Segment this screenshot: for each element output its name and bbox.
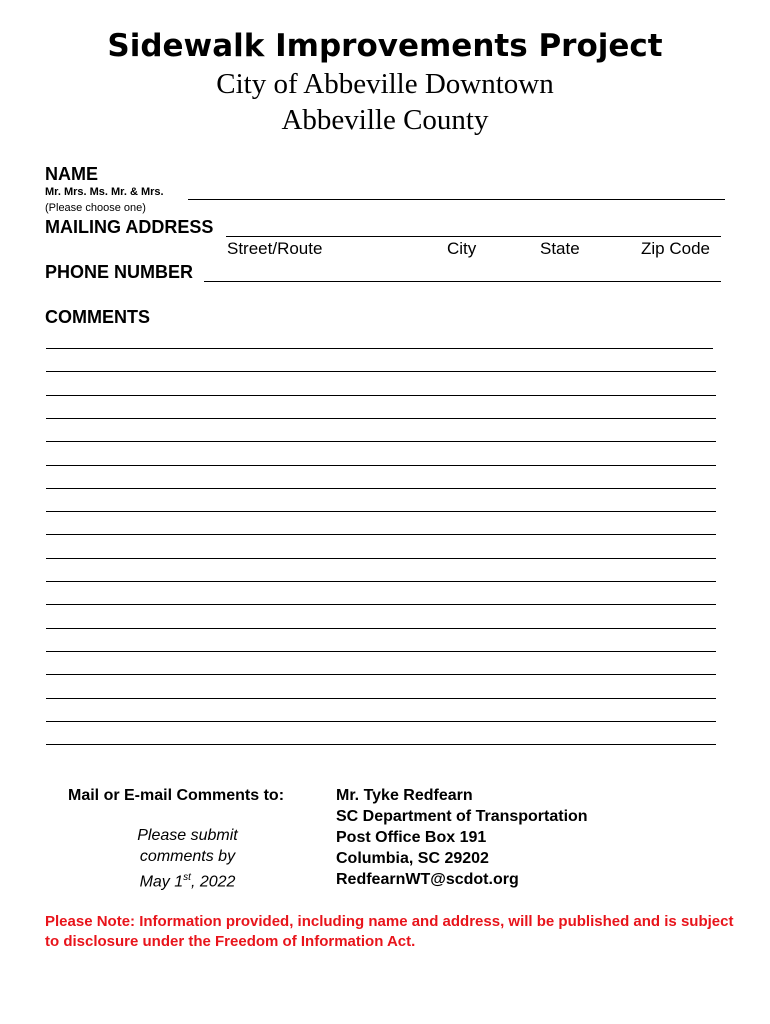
contact-block [336, 785, 588, 890]
address-column-city: City [447, 239, 477, 258]
comment-line[interactable] [46, 604, 716, 605]
comment-line[interactable] [46, 371, 716, 372]
phone-number-field-line[interactable] [204, 281, 721, 282]
contact-department: SC Department of Transportation [336, 808, 588, 825]
comment-line[interactable] [46, 348, 713, 349]
comment-line[interactable] [46, 721, 716, 722]
mail-comments-label: Mail or E-mail Comments to: [68, 787, 285, 804]
address-column-street: Street/Route [227, 239, 323, 258]
comment-line[interactable] [46, 511, 716, 512]
contact-po-box: Post Office Box 191 [336, 829, 487, 846]
form-title: Sidewalk Improvements Project [107, 28, 663, 64]
comment-line[interactable] [46, 441, 716, 442]
form-subtitle-city: City of Abbeville Downtown [216, 68, 554, 100]
form-subtitle-county: Abbeville County [281, 104, 489, 136]
deadline-date-prefix: May 1 [139, 873, 184, 891]
salutation-hint: (Please choose one) [45, 202, 146, 214]
salutation-options: Mr. Mrs. Ms. Mr. & Mrs. [45, 186, 164, 198]
comment-line[interactable] [46, 674, 716, 675]
comment-line[interactable] [46, 465, 716, 466]
deadline-line-1: Please submit [137, 827, 238, 844]
contact-name: Mr. Tyke Redfearn [336, 787, 473, 804]
comment-line[interactable] [46, 744, 716, 745]
comment-line[interactable] [46, 418, 716, 419]
comment-line[interactable] [46, 395, 716, 396]
disclosure-note: Please Note: Information provided, including name and address, will be published and is subject to disclosure under the Freedom of Information Act. [45, 913, 734, 950]
name-label: NAME [45, 164, 98, 184]
comment-line[interactable] [46, 698, 716, 699]
name-field-line[interactable] [188, 199, 725, 200]
comments-label: COMMENTS [45, 307, 150, 327]
contact-city-state-zip: Columbia, SC 29202 [336, 850, 489, 867]
deadline-note [100, 825, 275, 892]
deadline-date-ordinal: st [183, 872, 191, 883]
deadline-line-2: comments by [139, 848, 236, 865]
deadline-date [100, 867, 275, 892]
mailing-address-field-line[interactable] [226, 236, 721, 237]
comment-line[interactable] [46, 488, 716, 489]
address-column-zip: Zip Code [641, 239, 710, 258]
mailing-address-label: MAILING ADDRESS [45, 217, 214, 237]
comment-line[interactable] [46, 534, 716, 535]
address-column-state: State [540, 239, 580, 258]
comment-line[interactable] [46, 558, 716, 559]
deadline-date-year: , 2022 [190, 873, 236, 891]
comment-line[interactable] [46, 581, 716, 582]
comment-line[interactable] [46, 628, 716, 629]
phone-number-label: PHONE NUMBER [45, 262, 194, 282]
comment-line[interactable] [46, 651, 716, 652]
contact-email-link[interactable]: RedfearnWT@scdot.org [336, 871, 519, 888]
